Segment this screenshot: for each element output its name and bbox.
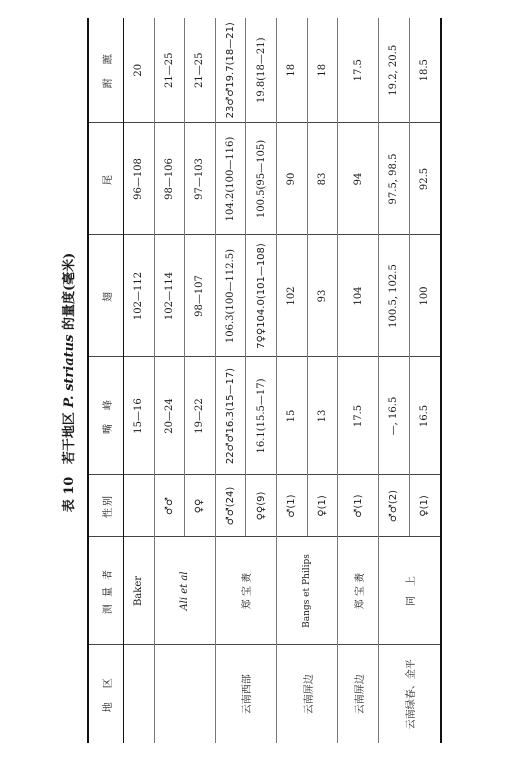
cell-beak: 20—24 bbox=[154, 357, 185, 475]
cell-tail: 98—106 bbox=[154, 123, 185, 235]
cell-region: 云南绿春、金平 bbox=[378, 645, 441, 743]
caption-number: 表 10 bbox=[62, 476, 77, 513]
cell-tail: 96—108 bbox=[124, 123, 155, 235]
header-sex: 性别 bbox=[88, 475, 124, 537]
cell-measurer: Baker bbox=[124, 537, 155, 645]
cell-region: 云南屏边 bbox=[338, 645, 379, 743]
cell-beak: 13 bbox=[307, 357, 338, 475]
header-tarsus: 跗 蹠 bbox=[88, 18, 124, 123]
cell-sex: ♂♂(24) bbox=[215, 475, 246, 537]
cell-beak: 15—16 bbox=[124, 357, 155, 475]
cell-wing: 102—114 bbox=[154, 235, 185, 357]
cell-tail: 104.2(100—116) bbox=[215, 123, 246, 235]
cell-tail: 97—103 bbox=[185, 123, 216, 235]
header-row bbox=[88, 18, 124, 743]
caption-text-after: 的量度(毫米) bbox=[62, 252, 77, 331]
cell-tarsus: 18 bbox=[307, 18, 338, 123]
cell-tarsus: 19.8(18—21) bbox=[246, 18, 277, 123]
cell-wing: 98—107 bbox=[185, 235, 216, 357]
measurement-table-wrapper bbox=[87, 18, 442, 743]
table-row bbox=[124, 18, 155, 743]
cell-beak: 22♂♂16.3(15—17) bbox=[215, 357, 246, 475]
table-row bbox=[154, 18, 185, 743]
cell-sex: ♀♀ bbox=[185, 475, 216, 537]
cell-beak: 15 bbox=[276, 357, 307, 475]
cell-tarsus: 18 bbox=[276, 18, 307, 123]
cell-beak: 17.5 bbox=[338, 357, 379, 475]
cell-measurer: 郑 宝 赉 bbox=[338, 537, 379, 645]
cell-wing: 102—112 bbox=[124, 235, 155, 357]
cell-region bbox=[124, 645, 155, 743]
cell-tail: 100.5(95—105) bbox=[246, 123, 277, 235]
cell-tail: 92.5 bbox=[409, 123, 441, 235]
cell-region bbox=[154, 645, 215, 743]
cell-tail: 83 bbox=[307, 123, 338, 235]
cell-region: 云南屏边 bbox=[276, 645, 337, 743]
cell-wing: 100.5, 102.5 bbox=[378, 235, 409, 357]
cell-tarsus: 18.5 bbox=[409, 18, 441, 123]
cell-beak: 16.1(15.5—17) bbox=[246, 357, 277, 475]
cell-sex: ♂♂(2) bbox=[378, 475, 409, 537]
cell-tarsus: 21—25 bbox=[154, 18, 185, 123]
cell-wing: 100 bbox=[409, 235, 441, 357]
header-tail: 尾 bbox=[88, 123, 124, 235]
cell-tarsus: 19.2, 20.5 bbox=[378, 18, 409, 123]
header-measurer: 测 量 者 bbox=[88, 537, 124, 645]
cell-tail: 94 bbox=[338, 123, 379, 235]
cell-tarsus: 17.5 bbox=[338, 18, 379, 123]
cell-sex: ♀(1) bbox=[307, 475, 338, 537]
cell-wing: 102 bbox=[276, 235, 307, 357]
cell-tarsus: 20 bbox=[124, 18, 155, 123]
measurement-table bbox=[87, 18, 442, 743]
cell-beak: —, 16.5 bbox=[378, 357, 409, 475]
cell-sex: ♂(1) bbox=[338, 475, 379, 537]
cell-wing: 104 bbox=[338, 235, 379, 357]
table-row bbox=[338, 18, 379, 743]
cell-sex: ♀♀(9) bbox=[246, 475, 277, 537]
cell-tarsus: 23♂♂19.7(18—21) bbox=[215, 18, 246, 123]
header-region: 地 区 bbox=[88, 645, 124, 743]
cell-wing: 7♀♀104.0(101—108) bbox=[246, 235, 277, 357]
caption-text-before: 若干地区 bbox=[62, 412, 77, 465]
cell-measurer: 郑 宝 赉 bbox=[215, 537, 276, 645]
cell-wing: 106.3(100—112.5) bbox=[215, 235, 246, 357]
cell-beak: 16.5 bbox=[409, 357, 441, 475]
table-row bbox=[378, 18, 409, 743]
cell-region: 云南西部 bbox=[215, 645, 276, 743]
cell-sex: ♀(1) bbox=[409, 475, 441, 537]
cell-beak: 19—22 bbox=[185, 357, 216, 475]
cell-wing: 93 bbox=[307, 235, 338, 357]
header-beak: 嘴 峰 bbox=[88, 357, 124, 475]
cell-sex: ♂(1) bbox=[276, 475, 307, 537]
cell-sex bbox=[124, 475, 155, 537]
table-row bbox=[215, 18, 246, 743]
cell-tail: 97.5, 98.5 bbox=[378, 123, 409, 235]
cell-tarsus: 21—25 bbox=[185, 18, 216, 123]
table-caption bbox=[55, 0, 85, 765]
header-wing: 翅 bbox=[88, 235, 124, 357]
table-row bbox=[276, 18, 307, 743]
caption-species: P. striatus bbox=[62, 334, 77, 408]
cell-tail: 90 bbox=[276, 123, 307, 235]
cell-measurer: Ali et al bbox=[154, 537, 215, 645]
cell-measurer: Bangs et Philips bbox=[276, 537, 337, 645]
cell-measurer: 同 上 bbox=[378, 537, 441, 645]
cell-sex: ♂♂ bbox=[154, 475, 185, 537]
